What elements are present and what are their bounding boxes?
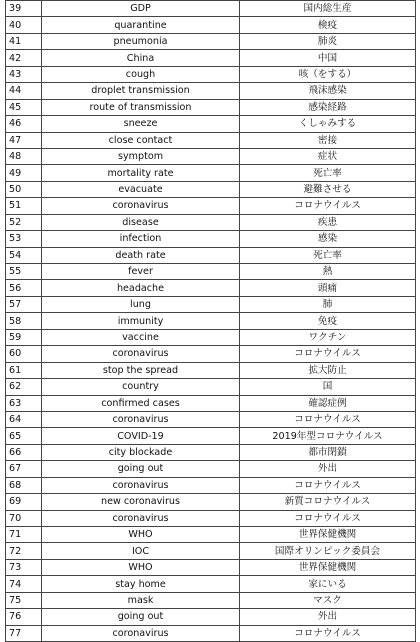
english-term-cell: symptom: [42, 148, 240, 164]
table-row: [6, 510, 416, 526]
japanese-term-cell: 外出: [240, 461, 416, 477]
english-term-cell: going out: [42, 461, 240, 477]
english-term-cell: death rate: [42, 247, 240, 263]
english-term-cell: quarantine: [42, 17, 240, 33]
row-number-cell: 44: [6, 83, 42, 99]
english-term-cell: coronavirus: [42, 625, 240, 641]
english-term-cell: China: [42, 50, 240, 66]
row-number-cell: 50: [6, 181, 42, 197]
table-row: [6, 477, 416, 493]
japanese-term-cell: 頭痛: [240, 280, 416, 296]
english-term-cell: vaccine: [42, 329, 240, 345]
row-number-cell: 63: [6, 395, 42, 411]
table-row: [6, 494, 416, 510]
english-term-cell: IOC: [42, 543, 240, 559]
row-number-cell: 61: [6, 362, 42, 378]
row-number-cell: 69: [6, 494, 42, 510]
japanese-term-cell: 新質コロナウイルス: [240, 494, 416, 510]
table-row: [6, 362, 416, 378]
english-term-cell: confirmed cases: [42, 395, 240, 411]
english-term-cell: coronavirus: [42, 477, 240, 493]
row-number-cell: 45: [6, 99, 42, 115]
japanese-term-cell: マスク: [240, 592, 416, 608]
japanese-term-cell: 死亡率: [240, 165, 416, 181]
row-number-cell: 59: [6, 329, 42, 345]
japanese-term-cell: コロナウイルス: [240, 411, 416, 427]
japanese-term-cell: 国内総生産: [240, 1, 416, 17]
japanese-term-cell: 熱: [240, 264, 416, 280]
english-term-cell: sneeze: [42, 116, 240, 132]
english-term-cell: lung: [42, 296, 240, 312]
row-number-cell: 40: [6, 17, 42, 33]
english-term-cell: close contact: [42, 132, 240, 148]
table-row: [6, 527, 416, 543]
table-row: [6, 83, 416, 99]
japanese-term-cell: 肺炎: [240, 33, 416, 49]
table-row: [6, 379, 416, 395]
row-number-cell: 67: [6, 461, 42, 477]
row-number-cell: 76: [6, 609, 42, 625]
table-row: [6, 99, 416, 115]
row-number-cell: 54: [6, 247, 42, 263]
row-number-cell: 65: [6, 428, 42, 444]
english-term-cell: WHO: [42, 559, 240, 575]
vocabulary-table-body: [6, 1, 416, 642]
japanese-term-cell: 肺: [240, 296, 416, 312]
table-row: [6, 17, 416, 33]
japanese-term-cell: 家にいる: [240, 576, 416, 592]
english-term-cell: mortality rate: [42, 165, 240, 181]
japanese-term-cell: 中国: [240, 50, 416, 66]
english-term-cell: infection: [42, 231, 240, 247]
table-row: [6, 543, 416, 559]
row-number-cell: 47: [6, 132, 42, 148]
japanese-term-cell: コロナウイルス: [240, 510, 416, 526]
table-row: [6, 592, 416, 608]
row-number-cell: 60: [6, 346, 42, 362]
table-row: [6, 559, 416, 575]
row-number-cell: 70: [6, 510, 42, 526]
table-row: [6, 116, 416, 132]
table-row: [6, 181, 416, 197]
english-term-cell: new coronavirus: [42, 494, 240, 510]
row-number-cell: 66: [6, 444, 42, 460]
row-number-cell: 46: [6, 116, 42, 132]
english-term-cell: cough: [42, 66, 240, 82]
english-term-cell: fever: [42, 264, 240, 280]
row-number-cell: 62: [6, 379, 42, 395]
japanese-term-cell: 死亡率: [240, 247, 416, 263]
table-row: [6, 50, 416, 66]
japanese-term-cell: 世界保健機関: [240, 527, 416, 543]
japanese-term-cell: 国: [240, 379, 416, 395]
japanese-term-cell: コロナウイルス: [240, 198, 416, 214]
table-row: [6, 280, 416, 296]
table-row: [6, 609, 416, 625]
table-row: [6, 329, 416, 345]
japanese-term-cell: 世界保健機関: [240, 559, 416, 575]
table-row: [6, 264, 416, 280]
english-term-cell: coronavirus: [42, 198, 240, 214]
english-term-cell: disease: [42, 214, 240, 230]
english-term-cell: evacuate: [42, 181, 240, 197]
english-term-cell: GDP: [42, 1, 240, 17]
english-term-cell: going out: [42, 609, 240, 625]
japanese-term-cell: 確認症例: [240, 395, 416, 411]
japanese-term-cell: 都市閉鎖: [240, 444, 416, 460]
japanese-term-cell: コロナウイルス: [240, 625, 416, 641]
english-term-cell: stay home: [42, 576, 240, 592]
table-row: [6, 231, 416, 247]
row-number-cell: 56: [6, 280, 42, 296]
table-row: [6, 132, 416, 148]
english-term-cell: headache: [42, 280, 240, 296]
english-term-cell: coronavirus: [42, 411, 240, 427]
table-row: [6, 33, 416, 49]
table-row: [6, 165, 416, 181]
row-number-cell: 57: [6, 296, 42, 312]
vocabulary-table: [5, 0, 416, 642]
table-row: [6, 625, 416, 641]
row-number-cell: 75: [6, 592, 42, 608]
japanese-term-cell: 密接: [240, 132, 416, 148]
row-number-cell: 72: [6, 543, 42, 559]
japanese-term-cell: 国際オリンピック委員会: [240, 543, 416, 559]
english-term-cell: WHO: [42, 527, 240, 543]
japanese-term-cell: 2019年型コロナウイルス: [240, 428, 416, 444]
table-row: [6, 576, 416, 592]
japanese-term-cell: くしゃみする: [240, 116, 416, 132]
table-row: [6, 428, 416, 444]
row-number-cell: 68: [6, 477, 42, 493]
japanese-term-cell: 飛沫感染: [240, 83, 416, 99]
table-row: [6, 346, 416, 362]
table-row: [6, 1, 416, 17]
table-row: [6, 148, 416, 164]
japanese-term-cell: 感染経路: [240, 99, 416, 115]
japanese-term-cell: 外出: [240, 609, 416, 625]
english-term-cell: stop the spread: [42, 362, 240, 378]
english-term-cell: country: [42, 379, 240, 395]
japanese-term-cell: コロナウイルス: [240, 477, 416, 493]
english-term-cell: city blockade: [42, 444, 240, 460]
japanese-term-cell: ワクチン: [240, 329, 416, 345]
table-row: [6, 296, 416, 312]
row-number-cell: 43: [6, 66, 42, 82]
english-term-cell: immunity: [42, 313, 240, 329]
row-number-cell: 55: [6, 264, 42, 280]
row-number-cell: 48: [6, 148, 42, 164]
japanese-term-cell: 症状: [240, 148, 416, 164]
row-number-cell: 53: [6, 231, 42, 247]
row-number-cell: 58: [6, 313, 42, 329]
row-number-cell: 73: [6, 559, 42, 575]
row-number-cell: 41: [6, 33, 42, 49]
japanese-term-cell: コロナウイルス: [240, 346, 416, 362]
row-number-cell: 49: [6, 165, 42, 181]
english-term-cell: pneumonia: [42, 33, 240, 49]
english-term-cell: mask: [42, 592, 240, 608]
row-number-cell: 39: [6, 1, 42, 17]
japanese-term-cell: 感染: [240, 231, 416, 247]
table-row: [6, 461, 416, 477]
row-number-cell: 42: [6, 50, 42, 66]
table-row: [6, 411, 416, 427]
table-row: [6, 313, 416, 329]
row-number-cell: 51: [6, 198, 42, 214]
table-row: [6, 214, 416, 230]
japanese-term-cell: 避難させる: [240, 181, 416, 197]
japanese-term-cell: 免疫: [240, 313, 416, 329]
row-number-cell: 77: [6, 625, 42, 641]
japanese-term-cell: 拡大防止: [240, 362, 416, 378]
japanese-term-cell: 疾患: [240, 214, 416, 230]
english-term-cell: droplet transmission: [42, 83, 240, 99]
row-number-cell: 74: [6, 576, 42, 592]
row-number-cell: 64: [6, 411, 42, 427]
japanese-term-cell: 咳（をする）: [240, 66, 416, 82]
row-number-cell: 52: [6, 214, 42, 230]
row-number-cell: 71: [6, 527, 42, 543]
english-term-cell: coronavirus: [42, 510, 240, 526]
table-row: [6, 395, 416, 411]
table-row: [6, 247, 416, 263]
english-term-cell: route of transmission: [42, 99, 240, 115]
english-term-cell: coronavirus: [42, 346, 240, 362]
japanese-term-cell: 検疫: [240, 17, 416, 33]
english-term-cell: COVID-19: [42, 428, 240, 444]
table-row: [6, 66, 416, 82]
table-row: [6, 198, 416, 214]
table-row: [6, 444, 416, 460]
